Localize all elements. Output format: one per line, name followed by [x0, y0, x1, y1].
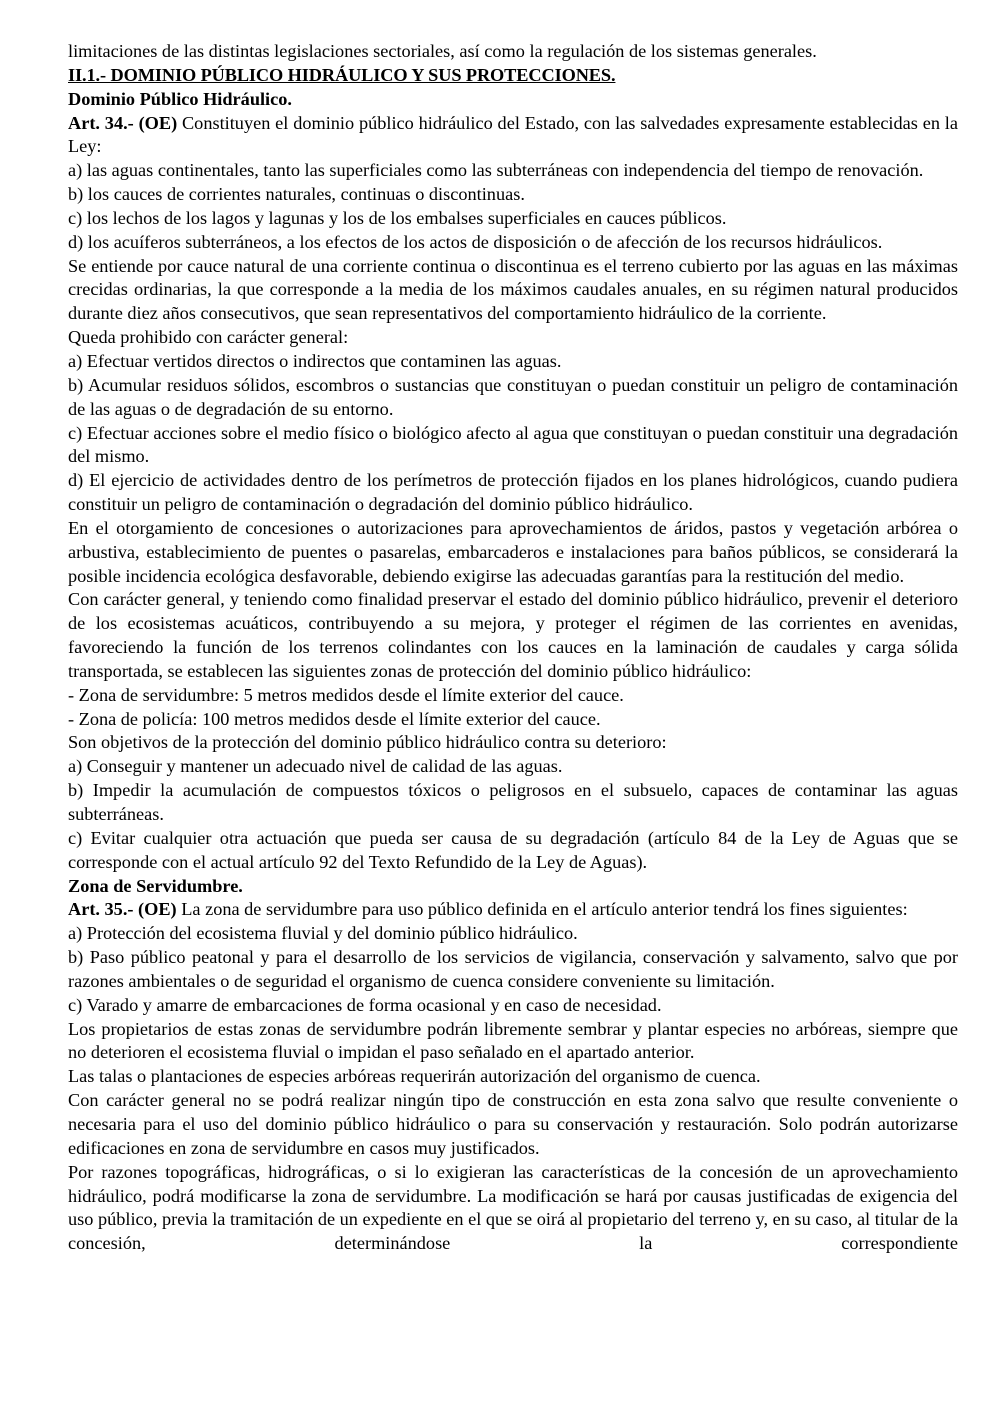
paragraph-art34-item-c: c) los lechos de los lagos y lagunas y los de los embalses superficiales en cauces públicos. [68, 207, 727, 228]
paragraph-art35-item-c: c) Varado y amarre de embarcaciones de forma ocasional y en caso de necesidad. [68, 994, 662, 1015]
paragraph-art34-item-d: d) los acuíferos subterráneos, a los efectos de los actos de disposición o de afección de los recursos hidráulicos. [68, 231, 883, 252]
article-text-art34: Constituyen el dominio público hidráulico del Estado, con las salvedades expresamente establecidas en la Ley: [68, 112, 958, 157]
paragraph-prohibido-item-b: b) Acumular residuos sólidos, escombros o sustancias que constituyan o puedan constituir un peligro de contaminación de las aguas o de degradación de su entorno. [68, 374, 958, 419]
paragraph-razones-topograficas: Por razones topográficas, hidrográficas, o si lo exigieran las características de la concesión de un aprovechamiento hidráulico, podrá modificarse la zona de servidumbre. La modificación se hará por causas justificadas de exigencia del uso público, previa la tramitación de un expediente en el que se oirá al propietario del terreno y, en su caso, al titular de la concesión, determinándose la correspondiente [68, 1161, 958, 1254]
article-label-art34: Art. 34.- (OE) [68, 112, 178, 133]
paragraph-art34-item-b: b) los cauces de corrientes naturales, continuas o discontinuas. [68, 184, 525, 205]
paragraph-objetivos-item-a: a) Conseguir y mantener un adecuado nivel de calidad de las aguas. [68, 756, 563, 777]
article-text-art35: La zona de servidumbre para uso público definida en el artículo anterior tendrá los fines siguientes: [176, 899, 908, 920]
paragraph-prohibido-item-d: d) El ejercicio de actividades dentro de los perímetros de protección fijados en los planes hidrológicos, cuando pudiera constituir un peligro de contaminación o degradación del dominio público hidráulico. [68, 470, 958, 515]
section-heading-ii1: II.1.- DOMINIO PÚBLICO HIDRÁULICO Y SUS PROTECCIONES. [68, 64, 616, 85]
paragraph-objetivos-item-b: b) Impedir la acumulación de compuestos tóxicos o peligrosos en el subsuelo, capaces de contaminar las aguas subterráneas. [68, 780, 958, 824]
paragraph-caracter-general: Con carácter general, y teniendo como finalidad preservar el estado del dominio público hidráulico, prevenir el deterioro de los ecosistemas acuáticos, contribuyendo a su mejora, y proteger el régimen de las corrientes en avenidas, favoreciendo la función de los terrenos colindantes con los cauces en la laminación de caudales y carga sólida transportada, se establecen las siguientes zonas de protección del dominio público hidráulico: [68, 589, 958, 681]
paragraph-art35-item-a: a) Protección del ecosistema fluvial y del dominio público hidráulico. [68, 923, 578, 944]
document-body [68, 40, 958, 1256]
paragraph-propietarios-servidumbre: Los propietarios de estas zonas de servidumbre podrán libremente sembrar y plantar especies no arbóreas, siempre que no deterioren el ecosistema fluvial o impidan el paso señalado en el apartado anterior. [68, 1018, 958, 1063]
paragraph-intro-line: limitaciones de las distintas legislaciones sectoriales, así como la regulación de los sistemas generales. [68, 41, 817, 61]
paragraph-cauce-natural: Se entiende por cauce natural de una corriente continua o discontinua es el terreno cubierto por las aguas en las máximas crecidas ordinarias, la que corresponde a la media de los máximos caudales anuales, en su régimen natural producidos durante diez años consecutivos, que sean representativos del comportamiento hidráulico de la corriente. [68, 255, 958, 324]
subheading-dominio-publico-hidraulico: Dominio Público Hidráulico. [68, 88, 292, 109]
paragraph-zona-policia-definicion: - Zona de policía: 100 metros medidos desde el límite exterior del cauce. [68, 708, 601, 729]
paragraph-construccion-zona: Con carácter general no se podrá realizar ningún tipo de construcción en esta zona salvo que resulte conveniente o necesaria para el uso del dominio público hidráulico o para su conservación y restauración. Solo podrán autorizarse edificaciones en zona de servidumbre en casos muy justificados. [68, 1090, 958, 1158]
article-label-art35: Art. 35.- (OE) [68, 899, 177, 920]
paragraph-prohibido-item-a: a) Efectuar vertidos directos o indirectos que contaminen las aguas. [68, 350, 562, 371]
paragraph-art-35 [68, 898, 958, 922]
paragraph-art34-item-a: a) las aguas continentales, tanto las superficiales como las subterráneas con independencia del tiempo de renovación. [68, 160, 924, 181]
paragraph-zona-servidumbre-definicion: - Zona de servidumbre: 5 metros medidos desde el límite exterior del cauce. [68, 684, 624, 705]
paragraph-objetivos-intro: Son objetivos de la protección del dominio público hidráulico contra su deterioro: [68, 732, 667, 753]
paragraph-prohibido-item-c: c) Efectuar acciones sobre el medio físico o biológico afecto al agua que constituyan o puedan constituir una degradación del mismo. [68, 422, 958, 467]
subheading-zona-de-servidumbre: Zona de Servidumbre. [68, 875, 243, 896]
paragraph-objetivos-item-c: c) Evitar cualquier otra actuación que pueda ser causa de su degradación (artículo 84 de la Ley de Aguas que se corresponde con el actual artículo 92 del Texto Refundido de la Ley de Aguas). [68, 827, 958, 872]
paragraph-prohibido-intro: Queda prohibido con carácter general: [68, 327, 349, 348]
paragraph-otorgamiento-concesiones: En el otorgamiento de concesiones o autorizaciones para aprovechamientos de áridos, pastos y vegetación arbórea o arbustiva, establecimiento de puentes o pasarelas, embarcaderos e instalaciones para baños públicos, se considerará la posible incidencia ecológica desfavorable, debiendo exigirse las adecuadas garantías para la restitución del medio. [68, 517, 958, 586]
paragraph-talas-plantaciones: Las talas o plantaciones de especies arbóreas requerirán autorización del organismo de cuenca. [68, 1066, 761, 1087]
paragraph-art-34 [68, 112, 958, 160]
paragraph-art35-item-b: b) Paso público peatonal y para el desarrollo de los servicios de vigilancia, conservación y salvamento, salvo que por razones ambientales o de seguridad el organismo de cuenca considere conveniente su limitación. [68, 947, 958, 991]
